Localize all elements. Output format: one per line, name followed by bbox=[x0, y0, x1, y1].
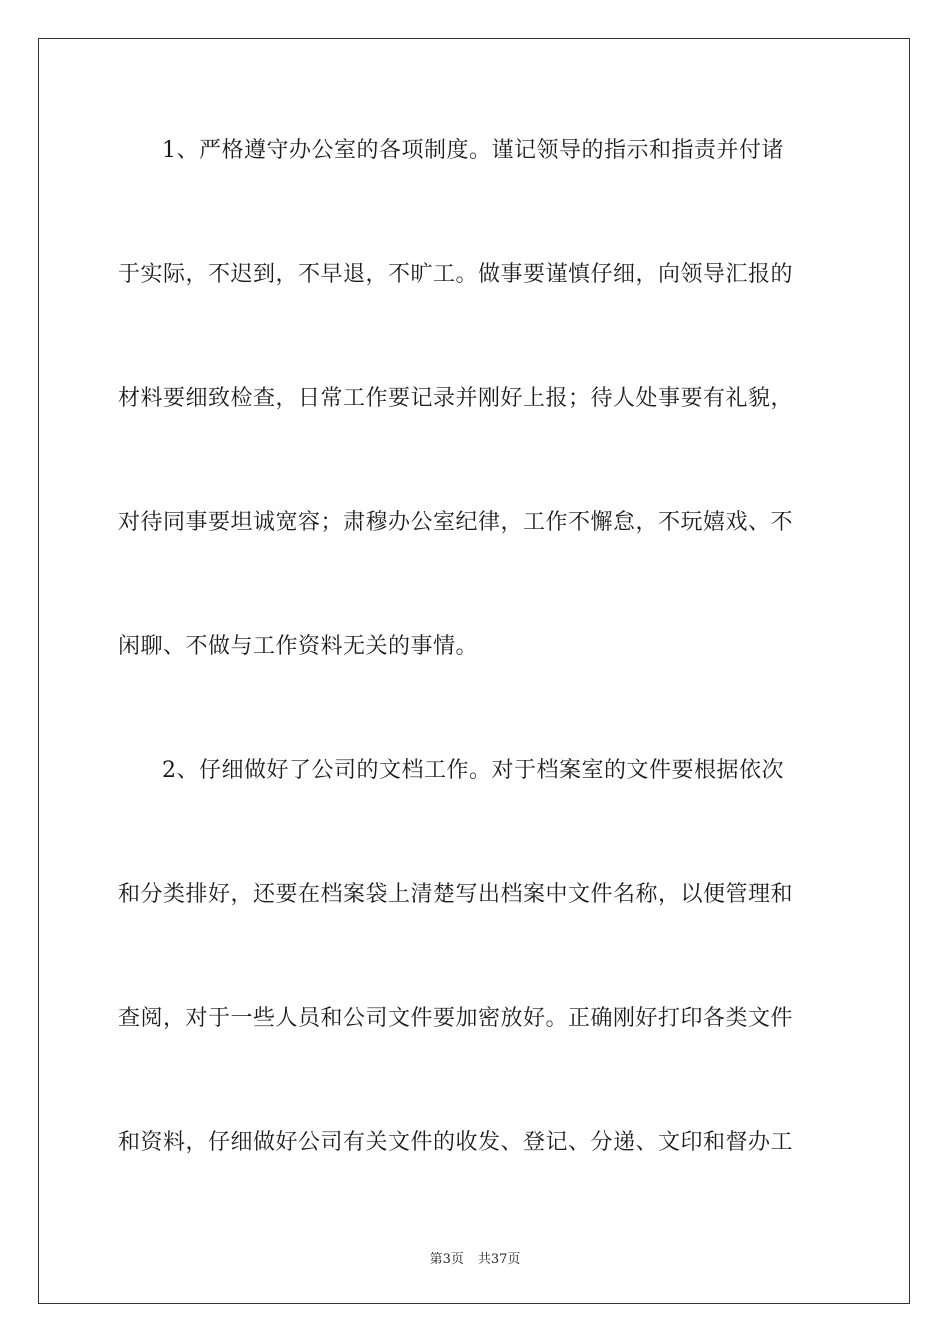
paragraph-line: 和分类排好，还要在档案袋上清楚写出档案中文件名称，以便管理和 bbox=[118, 882, 794, 907]
document-body bbox=[118, 120, 832, 1174]
paragraph-line: 闲聊、不做与工作资料无关的事情。 bbox=[118, 634, 479, 659]
paragraph-line: 2、仔细做好了公司的文档工作。对于档案室的文件要根据依次 bbox=[162, 758, 784, 783]
paragraph-line: 对待同事要坦诚宽容；肃穆办公室纪律，工作不懈怠，不玩嬉戏、不 bbox=[118, 510, 794, 535]
paragraph-2 bbox=[118, 740, 832, 1174]
paragraph-1 bbox=[118, 120, 832, 678]
page-footer bbox=[0, 1248, 950, 1267]
paragraph-line: 材料要细致检查，日常工作要记录并刚好上报；待人处事要有礼貌， bbox=[118, 386, 794, 411]
paragraph-line: 1、严格遵守办公室的各项制度。谨记领导的指示和指责并付诸 bbox=[162, 138, 784, 163]
page-number-total: 共37页 bbox=[477, 1252, 521, 1267]
paragraph-line: 查阅，对于一些人员和公司文件要加密放好。正确刚好打印各类文件 bbox=[118, 1006, 794, 1031]
paragraph-line: 于实际，不迟到，不早退，不旷工。做事要谨慎仔细，向领导汇报的 bbox=[118, 262, 794, 287]
paragraph-line: 和资料，仔细做好公司有关文件的收发、登记、分递、文印和督办工 bbox=[118, 1130, 794, 1155]
page-number-current: 第3页 bbox=[429, 1252, 464, 1267]
